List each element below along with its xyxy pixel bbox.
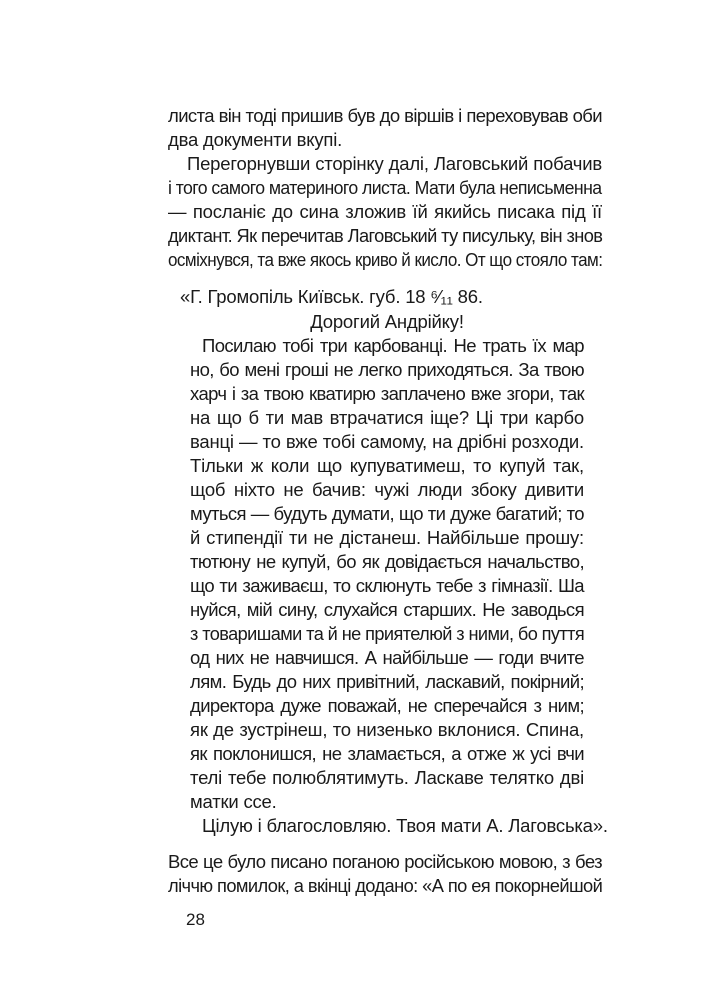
letter-line: тютюну не купуй, бо як довідається начальство,: [190, 551, 584, 572]
letter-line: Посилаю тобі три карбованці. Не трать їх мар: [202, 335, 584, 356]
letter-line: щоб ніхто не бачив: чужі люди збоку дивити: [190, 479, 584, 500]
text-line: два документи вкупі.: [168, 129, 343, 150]
letter-line: телі тебе полюблятимуть. Ласкаве телятко дві: [190, 767, 584, 788]
letter-line: од них не навчишся. А найбільше — годи вчите: [190, 647, 584, 668]
letter-line: харч і за твою кватирю заплачено вже згори, так: [190, 383, 584, 404]
text-line: Все це було писано поганою російською мовою, з без: [168, 851, 602, 872]
text-line: ліччю помилок, а вкінці додано: «А по ея покорнейшой: [168, 875, 603, 896]
text-line: листа він тоді пришив був до віршів і переховував оби: [168, 105, 602, 126]
letter-header: «Г. Громопіль Київськ. губ. 18 ⁶⁄₁₁ 86.: [180, 286, 483, 307]
letter-line: но, бо мені гроші не легко приходяться. За твою: [190, 359, 584, 380]
letter-line: матки ссе.: [190, 791, 277, 812]
text-line: осміхнувся, та вже якось криво й кисло. От що стояло там:: [168, 249, 603, 270]
letter-line: що ти заживаєш, то склюнуть тебе з гімназії. Ша: [190, 575, 584, 596]
letter-line: як поклонишся, не зламається, а отже ж усі вчи: [190, 743, 584, 764]
text-line: і того самого материного листа. Мати була неписьменна: [168, 177, 602, 198]
letter-greeting: Дорогий Андрійку!: [310, 311, 464, 332]
letter-line: муться — будуть думати, що ти дуже багатий; то: [190, 503, 584, 524]
letter-line: й стипендії ти не дістанеш. Найбільше прошу:: [190, 527, 584, 548]
letter-line: як де зустрінеш, то низенько вклонися. Спина,: [190, 719, 584, 740]
letter-line: нуйся, мій сину, слухайся старших. Не заводься: [190, 599, 584, 620]
letter-line: лям. Будь до них привітний, ласкавий, покірний;: [190, 671, 584, 692]
page-number: 28: [186, 910, 205, 929]
letter-signature: Цілую і благословляю. Твоя мати А. Лаговська».: [202, 815, 608, 836]
letter-line: директора дуже поважай, не сперечайся з ним;: [190, 695, 584, 716]
letter-line: ванці — то вже тобі самому, на дрібні розходи.: [190, 431, 584, 452]
letter-line: на що б ти мав втрачатися іще? Ці три карбо: [190, 407, 584, 428]
text-line: Перегорнувши сторінку далі, Лаговський побачив: [187, 153, 602, 174]
letter-line: з товаришами та й не приятелюй з ними, бо пуття: [190, 623, 585, 644]
letter-line: Тільки ж коли що купуватимеш, то купуй так,: [190, 455, 584, 476]
text-line: — посланіє до сина зложив їй якийсь писака під її: [168, 201, 602, 222]
text-line: диктант. Як перечитав Лаговський ту писульку, він знов: [168, 225, 603, 246]
